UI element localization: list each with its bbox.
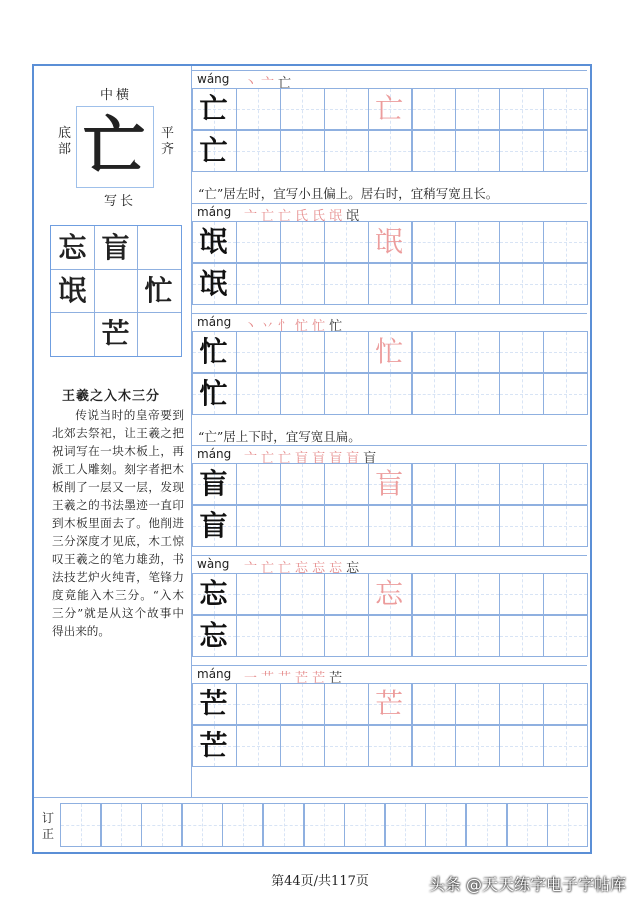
practice-cell[interactable] bbox=[368, 505, 413, 547]
radical-left-label: 底部 bbox=[58, 126, 72, 157]
practice-cell[interactable] bbox=[236, 263, 281, 305]
practice-cell[interactable] bbox=[280, 573, 325, 615]
correction-cell[interactable] bbox=[101, 803, 142, 847]
pinyin: wáng bbox=[197, 72, 230, 86]
practice-cell[interactable] bbox=[412, 615, 457, 657]
model-character: 亡 bbox=[199, 92, 228, 125]
stroke-step: 亠 bbox=[261, 76, 279, 91]
correction-cell[interactable] bbox=[60, 803, 101, 847]
radical-top-label: 中横 bbox=[100, 88, 133, 103]
practice-cell[interactable] bbox=[455, 683, 500, 725]
correction-cell[interactable] bbox=[466, 803, 507, 847]
model-character: 亡 bbox=[199, 134, 228, 167]
model-character: 氓 bbox=[199, 225, 228, 258]
practice-cell[interactable] bbox=[280, 130, 325, 172]
stroke-step: 忄 bbox=[278, 319, 296, 334]
stroke-step: 氏 bbox=[295, 209, 313, 224]
stroke-final: 芒 bbox=[329, 671, 347, 686]
practice-cell[interactable] bbox=[412, 725, 457, 767]
stroke-final: 亡 bbox=[278, 76, 296, 91]
practice-cell[interactable] bbox=[368, 373, 413, 415]
stroke-step: 亠 bbox=[244, 209, 262, 224]
pinyin: máng bbox=[197, 667, 232, 681]
stroke-step: 丶 bbox=[244, 76, 262, 91]
practice-cell[interactable] bbox=[455, 725, 500, 767]
practice-cell[interactable] bbox=[499, 88, 544, 130]
practice-cell[interactable] bbox=[236, 683, 281, 725]
radical-bottom-label: 写长 bbox=[104, 194, 137, 209]
practice-cell[interactable] bbox=[236, 88, 281, 130]
row-separator bbox=[192, 203, 587, 204]
story-body: 传说当时的皇帝要到北郊去祭祀，让王羲之把祝词写在一块木板上，再派工人雕刻。刻字者把木板削了一层又一层，发现王羲之的书法墨迹一直印到木板里面去了。他削进三分深度才见底，木工惊叹王羲之的笔力雄劲，书法技艺炉火纯青，笔锋力度竟能入木三分。“入木三分”就是从这个故事中得出来的。 bbox=[52, 408, 184, 638]
practice-cell[interactable] bbox=[543, 331, 588, 373]
practice-cell[interactable] bbox=[543, 88, 588, 130]
practice-cell[interactable] bbox=[324, 331, 369, 373]
practice-cell[interactable] bbox=[499, 615, 544, 657]
stroke-step: 亡 bbox=[261, 451, 279, 466]
practice-cell[interactable] bbox=[324, 221, 369, 263]
trace-character: 氓 bbox=[375, 225, 404, 258]
stroke-step: 亡 bbox=[278, 561, 296, 576]
stroke-step: 盲 bbox=[346, 451, 364, 466]
correction-cell[interactable] bbox=[263, 803, 304, 847]
model-character: 氓 bbox=[199, 267, 228, 300]
row-separator bbox=[192, 70, 587, 71]
practice-cell[interactable] bbox=[324, 573, 369, 615]
practice-cell[interactable] bbox=[236, 221, 281, 263]
practice-cell[interactable] bbox=[455, 88, 500, 130]
pinyin: máng bbox=[197, 205, 232, 219]
practice-cell[interactable] bbox=[499, 505, 544, 547]
practice-cell[interactable] bbox=[455, 573, 500, 615]
stroke-step: 艹 bbox=[278, 671, 296, 686]
practice-cell[interactable] bbox=[324, 88, 369, 130]
practice-cell[interactable] bbox=[236, 130, 281, 172]
practice-cell[interactable] bbox=[236, 331, 281, 373]
practice-cell[interactable] bbox=[412, 463, 457, 505]
stroke-step: 忘 bbox=[329, 561, 347, 576]
practice-cell[interactable] bbox=[455, 130, 500, 172]
practice-cell[interactable] bbox=[280, 615, 325, 657]
correction-cell[interactable] bbox=[141, 803, 182, 847]
stroke-final: 氓 bbox=[346, 209, 364, 224]
correction-cell[interactable] bbox=[304, 803, 345, 847]
practice-cell[interactable] bbox=[280, 683, 325, 725]
row-separator bbox=[192, 555, 587, 556]
practice-cell[interactable] bbox=[324, 130, 369, 172]
practice-cell[interactable] bbox=[412, 683, 457, 725]
model-character: 芒 bbox=[199, 729, 228, 762]
correction-cell[interactable] bbox=[182, 803, 223, 847]
radical-right-label: 平齐 bbox=[161, 126, 175, 157]
note-left-right: “亡”居左时，宜写小且偏上。居右时，宜稍写宽且长。 bbox=[198, 186, 499, 201]
stroke-final: 忙 bbox=[329, 319, 347, 334]
practice-cell[interactable] bbox=[543, 683, 588, 725]
correction-cell[interactable] bbox=[222, 803, 263, 847]
stroke-step: 艹 bbox=[261, 671, 279, 686]
practice-cell[interactable] bbox=[236, 573, 281, 615]
practice-cell[interactable] bbox=[412, 221, 457, 263]
correction-cell[interactable] bbox=[507, 803, 548, 847]
trace-character: 忙 bbox=[375, 335, 404, 368]
stroke-step: 亡 bbox=[261, 209, 279, 224]
trace-character: 盲 bbox=[375, 467, 404, 500]
model-character: 盲 bbox=[199, 467, 228, 500]
practice-cell[interactable] bbox=[543, 130, 588, 172]
practice-cell[interactable] bbox=[412, 573, 457, 615]
practice-cell[interactable] bbox=[455, 463, 500, 505]
practice-cell[interactable] bbox=[324, 615, 369, 657]
stroke-step: 盲 bbox=[312, 451, 330, 466]
model-character: 忘 bbox=[199, 577, 228, 610]
practice-cell[interactable] bbox=[280, 263, 325, 305]
practice-cell[interactable] bbox=[368, 725, 413, 767]
practice-cell[interactable] bbox=[543, 725, 588, 767]
stroke-step: 丷 bbox=[261, 319, 279, 334]
practice-cell[interactable] bbox=[499, 725, 544, 767]
correction-cell[interactable] bbox=[425, 803, 466, 847]
practice-cell[interactable] bbox=[324, 373, 369, 415]
practice-cell[interactable] bbox=[543, 463, 588, 505]
stroke-step: 氏 bbox=[312, 209, 330, 224]
row-separator bbox=[192, 445, 587, 446]
practice-cell[interactable] bbox=[543, 615, 588, 657]
practice-cell[interactable] bbox=[499, 263, 544, 305]
example-tile: 忙 bbox=[144, 274, 173, 307]
practice-cell[interactable] bbox=[543, 573, 588, 615]
practice-cell[interactable] bbox=[499, 463, 544, 505]
stroke-step: 忘 bbox=[312, 561, 330, 576]
model-character: 盲 bbox=[199, 509, 228, 542]
correction-cell[interactable] bbox=[547, 803, 588, 847]
practice-cell[interactable] bbox=[499, 221, 544, 263]
practice-cell[interactable] bbox=[499, 130, 544, 172]
practice-cell[interactable] bbox=[324, 505, 369, 547]
practice-cell[interactable] bbox=[455, 373, 500, 415]
pinyin: wàng bbox=[197, 557, 230, 571]
example-tile: 芒 bbox=[101, 317, 130, 350]
stroke-step: 亡 bbox=[261, 561, 279, 576]
story-title: 王羲之入木三分 bbox=[62, 389, 161, 404]
stroke-final: 盲 bbox=[363, 451, 381, 466]
stroke-step: 盲 bbox=[295, 451, 313, 466]
practice-cell[interactable] bbox=[368, 263, 413, 305]
row-separator bbox=[192, 313, 587, 314]
stroke-step: 忘 bbox=[295, 561, 313, 576]
stroke-step: 氓 bbox=[329, 209, 347, 224]
practice-cell[interactable] bbox=[455, 615, 500, 657]
practice-cell[interactable] bbox=[324, 683, 369, 725]
practice-cell[interactable] bbox=[499, 683, 544, 725]
practice-cell[interactable] bbox=[543, 505, 588, 547]
practice-cell[interactable] bbox=[280, 505, 325, 547]
practice-cell[interactable] bbox=[455, 505, 500, 547]
practice-cell[interactable] bbox=[543, 263, 588, 305]
pinyin: máng bbox=[197, 315, 232, 329]
stroke-step: 芒 bbox=[312, 671, 330, 686]
trace-character: 亡 bbox=[375, 92, 404, 125]
practice-cell[interactable] bbox=[280, 88, 325, 130]
practice-cell[interactable] bbox=[280, 221, 325, 263]
radical-glyph: 亡 bbox=[82, 109, 145, 182]
stroke-step: 亡 bbox=[278, 209, 296, 224]
practice-cell[interactable] bbox=[455, 221, 500, 263]
practice-cell[interactable] bbox=[280, 331, 325, 373]
practice-cell[interactable] bbox=[412, 88, 457, 130]
note-top-bottom: “亡”居上下时，宜写宽且扁。 bbox=[198, 429, 361, 444]
stroke-step: 忙 bbox=[295, 319, 313, 334]
practice-cell[interactable] bbox=[280, 463, 325, 505]
practice-cell[interactable] bbox=[455, 331, 500, 373]
correction-cell[interactable] bbox=[385, 803, 426, 847]
practice-cell[interactable] bbox=[236, 725, 281, 767]
practice-cell[interactable] bbox=[412, 130, 457, 172]
example-tile: 盲 bbox=[101, 231, 130, 264]
practice-cell[interactable] bbox=[368, 130, 413, 172]
practice-cell[interactable] bbox=[412, 373, 457, 415]
practice-cell[interactable] bbox=[543, 221, 588, 263]
row-separator bbox=[192, 665, 587, 666]
practice-cell[interactable] bbox=[236, 373, 281, 415]
practice-cell[interactable] bbox=[236, 505, 281, 547]
practice-cell[interactable] bbox=[499, 573, 544, 615]
correction-cell[interactable] bbox=[344, 803, 385, 847]
practice-cell[interactable] bbox=[543, 373, 588, 415]
model-character: 忘 bbox=[199, 619, 228, 652]
practice-cell[interactable] bbox=[412, 331, 457, 373]
model-character: 忙 bbox=[199, 377, 228, 410]
watermark: 头条 @天天练字电子字帖库 bbox=[428, 875, 626, 894]
stroke-step: 亠 bbox=[244, 561, 262, 576]
stroke-step: 芒 bbox=[295, 671, 313, 686]
trace-character: 忘 bbox=[375, 577, 404, 610]
stroke-step: 丶 bbox=[244, 319, 262, 334]
practice-cell[interactable] bbox=[499, 331, 544, 373]
stroke-final: 忘 bbox=[346, 561, 364, 576]
practice-cell[interactable] bbox=[324, 463, 369, 505]
practice-cell[interactable] bbox=[368, 615, 413, 657]
practice-cell[interactable] bbox=[280, 725, 325, 767]
example-tile: 忘 bbox=[58, 231, 87, 264]
stroke-step: 盲 bbox=[329, 451, 347, 466]
practice-cell[interactable] bbox=[236, 463, 281, 505]
practice-cell[interactable] bbox=[324, 263, 369, 305]
practice-cell[interactable] bbox=[499, 373, 544, 415]
practice-cell[interactable] bbox=[412, 505, 457, 547]
trace-character: 芒 bbox=[375, 687, 404, 720]
practice-cell[interactable] bbox=[280, 373, 325, 415]
page-number: 第44页/共117页 bbox=[271, 874, 369, 889]
model-character: 忙 bbox=[199, 335, 228, 368]
pinyin: máng bbox=[197, 447, 232, 461]
practice-cell[interactable] bbox=[412, 263, 457, 305]
correction-label: 订正 bbox=[42, 811, 55, 841]
stroke-step: 一 bbox=[244, 671, 262, 686]
practice-cell[interactable] bbox=[236, 615, 281, 657]
stroke-step: 忙 bbox=[312, 319, 330, 334]
example-tile: 氓 bbox=[58, 274, 87, 307]
stroke-step: 亠 bbox=[244, 451, 262, 466]
practice-cell[interactable] bbox=[455, 263, 500, 305]
practice-cell[interactable] bbox=[324, 725, 369, 767]
model-character: 芒 bbox=[199, 687, 228, 720]
stroke-step: 亡 bbox=[278, 451, 296, 466]
